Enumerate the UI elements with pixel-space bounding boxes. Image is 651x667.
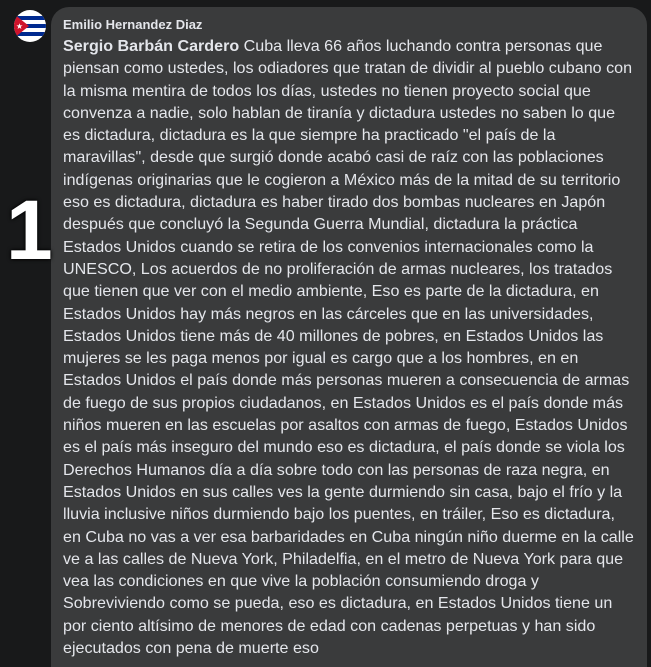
comment-bubble bbox=[51, 7, 647, 667]
cuba-flag-avatar-icon bbox=[14, 10, 46, 42]
overlay-number-label: 1 bbox=[6, 183, 53, 277]
comment-author-name[interactable]: Emilio Hernandez Diaz bbox=[63, 17, 203, 32]
comment-body: Cuba lleva 66 años luchando contra personas que piensan como ustedes, los odiadores que tratan de dividir al pueblo cubano con la misma mentira de todos los días, ustedes no tienen proyecto social que convenza a nadie, solo hablan de tiranía y dictadura ustedes no saben lo que es dictadura, dictadura es la que siempre ha practicado "el país de la maravillas", desde que surgió donde acabó casi de raíz con las poblaciones indígenas originarias que le cogieron a México más de la mitad de su territorio eso es dictadura, dictadura es haber tirado dos bombas nucleares en Japón después que concluyó la Segunda Guerra Mundial, dictadura la práctica Estados Unidos cuando se retira de los convenios internacionales como la UNESCO, Los acuerdos de no proliferación de armas nucleares, los tratados que tienen que ver con el medio ambiente, Eso es parte de la dictadura, en Estados Unidos hay más negros en las cárceles que en las universidades, Estados Unidos tiene más de 40 millones de pobres, en Estados Unidos las mujeres se les paga menos por igual es cargo que a los hombres, en en Estados Unidos el país donde más personas mueren a consecuencia de armas de fuego de sus propios ciudadanos, en Estados Unidos es el país donde más niños mueren en las escuelas por asaltos con armas de fuego, Estados Unidos es el país más inseguro del mundo eso es dictadura, el país donde se viola los Derechos Humanos día a día sobre todo con las personas de raza negra, en Estados Unidos en sus calles ves la gente durmiendo sin casa, bajo el frío y la lluvia inclusive niños durmiendo bajo los puentes, en tráiler, Eso es dictadura, en Cuba no vas a ver esa barbaridades en Cuba ningún niño duerme en la calle ve a las calles de Nueva York, Philadelfia, en el metro de Nueva York para que vea las condiciones en que vive la población consumiendo droga y Sobreviviendo como se pueda, eso es dictadura, en Estados Unidos tiene un por ciento altísimo de menores de edad con cadenas perpetuas y han sido ejecutados con pena de muerte eso bbox=[63, 37, 634, 658]
comment-text bbox=[63, 35, 635, 659]
avatar[interactable] bbox=[14, 10, 46, 42]
mentioned-user-link[interactable]: Sergio Barbán Cardero bbox=[63, 37, 240, 55]
